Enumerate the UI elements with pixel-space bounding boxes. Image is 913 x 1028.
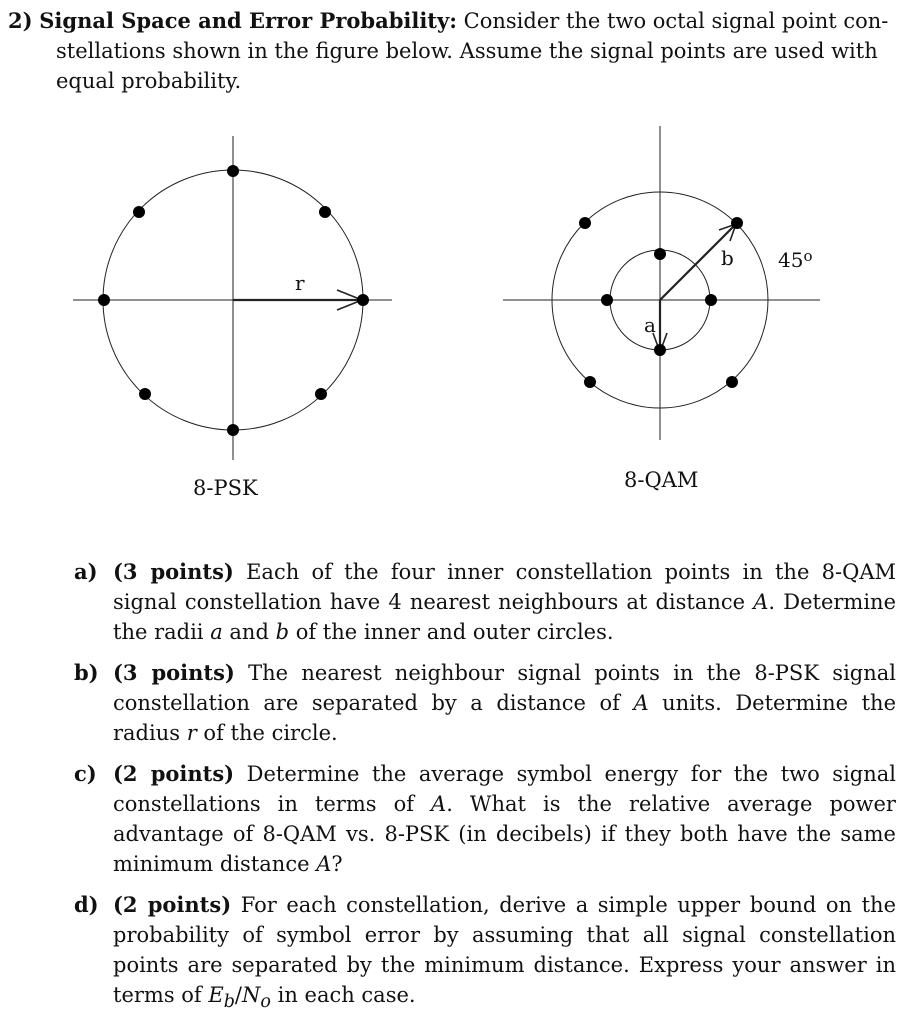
math-var: A (633, 691, 649, 715)
constellation-diagrams (0, 118, 913, 518)
problem-statement (8, 6, 898, 96)
qam-outer-radius-label: b (721, 246, 734, 270)
psk-point (357, 294, 369, 306)
part-text: The nearest neighbour signal points in the 8-PSK signal constellation are separated by a distance of (113, 661, 896, 715)
psk-point (133, 206, 145, 218)
qam-outer-point (726, 376, 738, 388)
problem-title: Signal Space and Error Probability: (39, 8, 457, 33)
qam-caption: 8-QAM (624, 468, 699, 492)
part-points: (3 points) (113, 660, 235, 685)
part-text: Each of the four inner constellation points in the 8-QAM signal constellation have 4 nearest neighbours at distance (113, 560, 896, 614)
psk-point (139, 388, 151, 400)
math-var: b (275, 620, 290, 644)
psk-point (315, 388, 327, 400)
problem-number: 2) (8, 8, 33, 33)
part-points: (2 points) (113, 892, 232, 917)
degree-mark: o (803, 247, 813, 265)
math-sub: b (223, 992, 235, 1013)
part-letter: c) (74, 761, 97, 786)
math-var: A (316, 852, 332, 876)
math-sub: o (260, 992, 271, 1013)
part-points: (2 points) (113, 761, 235, 786)
math-var: r (186, 721, 197, 745)
part-text: Determine the average symbol energy for the two signal constellations in terms of (113, 762, 896, 816)
part-text: in each case. (270, 983, 416, 1007)
qam-inner-radius-label: a (644, 313, 656, 337)
part-b (74, 658, 896, 748)
part-text: . What is the relative average power advantage of 8-QAM vs. 8-PSK (in decibels) if they both have the same minimum distance (113, 792, 896, 876)
part-text: of the inner and outer circles. (289, 620, 614, 644)
question-parts (74, 557, 896, 1028)
intro-line-1: Consider the two octal signal point con- (463, 9, 889, 33)
part-letter: d) (74, 892, 99, 917)
qam-outer-point (584, 376, 596, 388)
part-text: of the circle. (196, 721, 338, 745)
math-var: A (431, 792, 447, 816)
qam-outer-point (731, 217, 743, 229)
part-a (74, 557, 896, 647)
qam-angle-label (778, 246, 812, 270)
math-var: A (753, 590, 769, 614)
qam-inner-point (654, 248, 666, 260)
math-var: E (208, 983, 224, 1007)
part-d (74, 890, 896, 1017)
psk-point (319, 206, 331, 218)
part-letter: a) (74, 559, 98, 584)
psk-point (227, 424, 239, 436)
qam-outer-point (579, 217, 591, 229)
intro-line-2: stellations shown in the figure below. Assume the signal points are used with (56, 39, 878, 63)
math-slash: / (234, 983, 242, 1007)
part-letter: b) (74, 660, 99, 685)
qam-inner-point (705, 294, 717, 306)
psk-point (227, 165, 239, 177)
intro-line-3: equal probability. (56, 69, 242, 93)
part-text: ? (331, 852, 343, 876)
math-var: N (242, 983, 261, 1007)
part-text: units. Determine the radius (113, 691, 897, 745)
math-var: a (210, 620, 223, 644)
part-text: and (222, 620, 276, 644)
part-text: For each constellation, derive a simple upper bound on the probability of symbol error by assuming that all signal constellation points are separated by the minimum distance. Express your answer in terms of (113, 893, 896, 1007)
eb-over-no (208, 983, 235, 1013)
part-points: (3 points) (113, 559, 234, 584)
qam-inner-point (654, 344, 666, 356)
angle-value: 45 (778, 248, 804, 272)
constellation-figure (0, 118, 913, 518)
part-c (74, 759, 896, 879)
psk-caption: 8-PSK (193, 476, 258, 500)
psk-point (98, 294, 110, 306)
qam-inner-point (601, 294, 613, 306)
part-text: . Determine the radii (113, 590, 897, 644)
no-term (242, 983, 271, 1013)
psk-constellation (73, 136, 392, 460)
qam-constellation (503, 126, 820, 440)
psk-radius-label: r (295, 271, 305, 295)
